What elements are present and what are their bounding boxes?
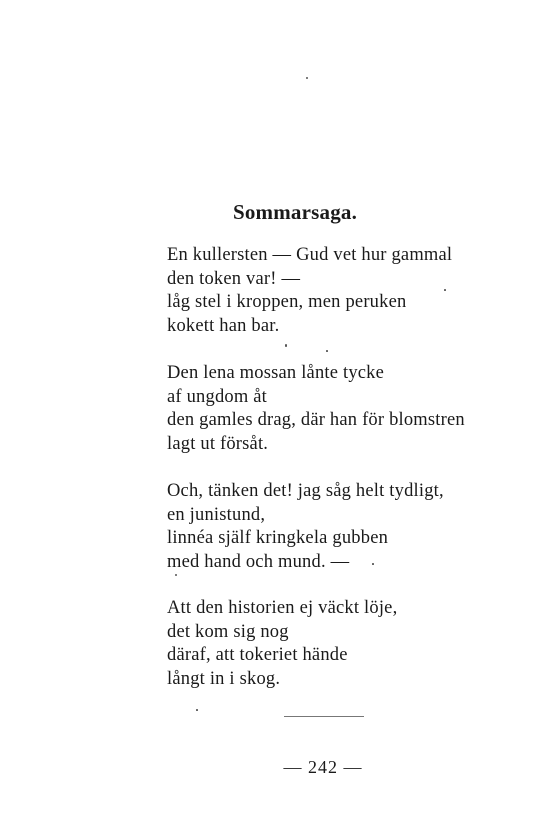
poem-line: lagt ut försåt.	[167, 434, 269, 455]
stanza-1	[167, 244, 497, 339]
poem-line: däraf, att tokeriet hände	[167, 645, 348, 666]
poem-line: det kom sig nog	[167, 621, 289, 642]
poem-line: den token var! —	[167, 268, 301, 289]
print-speck	[196, 709, 198, 711]
print-speck	[285, 344, 287, 347]
poem-line: kokett han bar.	[167, 316, 280, 337]
poem-line: Den lena mossan lånte tycke	[167, 363, 385, 383]
poem-line: En kullersten — Gud vet hur gammal	[167, 245, 453, 265]
poem-line: med hand och mund. —	[167, 552, 350, 573]
print-speck	[326, 350, 328, 352]
stanza-4	[167, 597, 497, 692]
page-number: — 242 —	[283, 757, 363, 777]
poem-line: Att den historien ej väckt löje,	[167, 598, 398, 618]
print-speck	[306, 77, 308, 79]
poem-title: Sommarsaga.	[232, 200, 358, 224]
end-rule	[284, 716, 364, 717]
poem-line: den gamles drag, där han för blomstren	[167, 410, 465, 431]
stanza-2	[167, 362, 497, 457]
poem-line: Och, tänken det! jag såg helt tydligt,	[167, 481, 444, 501]
poem-line: låg stel i kroppen, men peruken	[167, 292, 407, 313]
poem-line: linnéa själf kringkela gubben	[167, 528, 389, 549]
stanza-3	[167, 480, 497, 575]
poem-line: af ungdom åt	[167, 386, 268, 407]
poem-line: en junistund,	[167, 504, 266, 525]
poem-line: långt in i skog.	[167, 669, 281, 690]
